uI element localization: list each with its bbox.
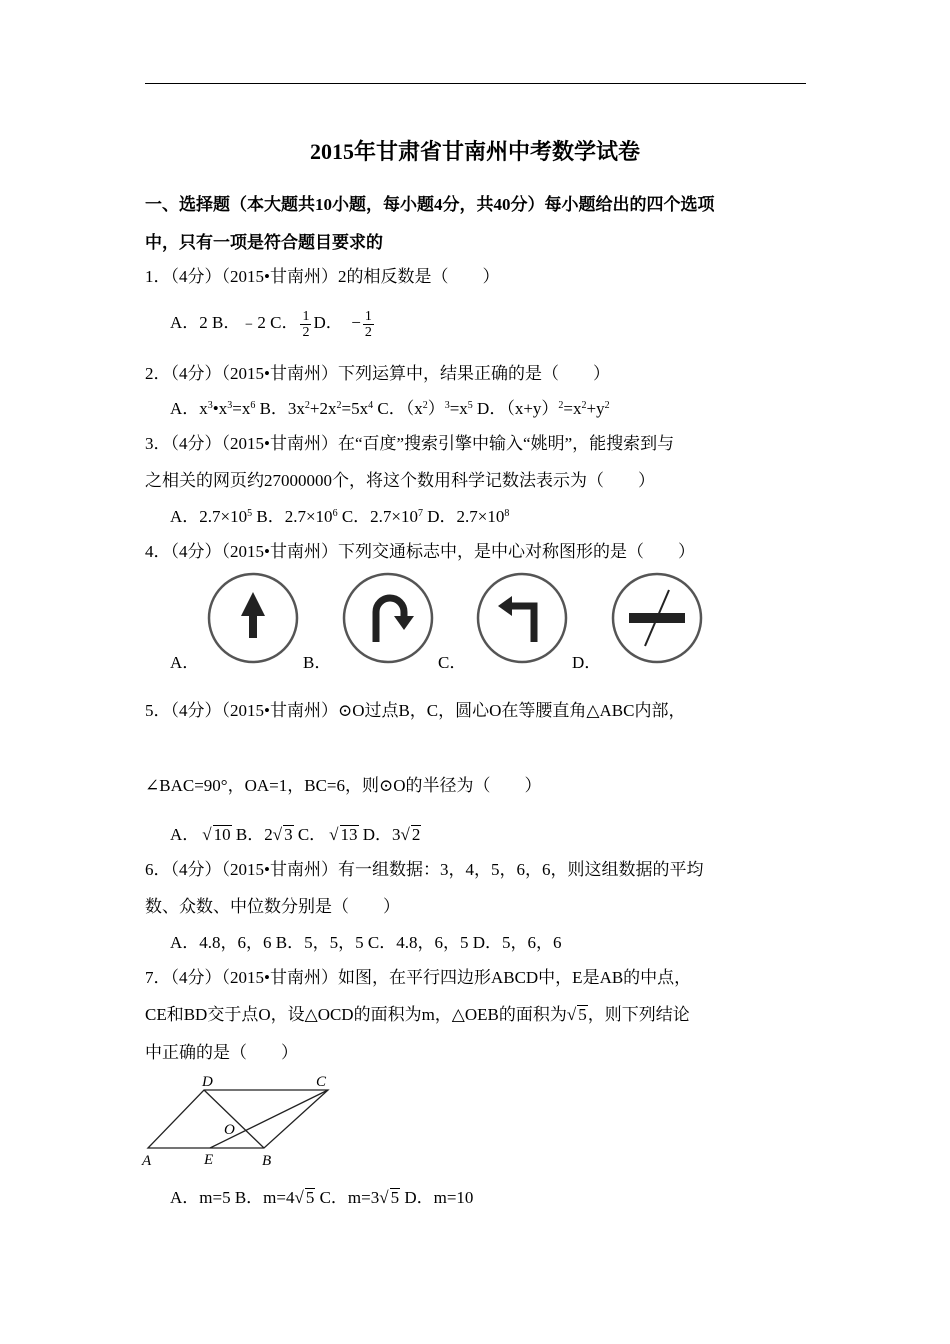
q1-minus-sign: − bbox=[351, 313, 361, 332]
q1-options bbox=[170, 308, 376, 340]
left-turn-sign-icon bbox=[476, 572, 568, 664]
q1-fraction-c: $\frac{1}{2}$ bbox=[302, 308, 310, 340]
q7-stem-line3: 中正确的是（ ） bbox=[145, 1043, 298, 1062]
top-rule bbox=[145, 83, 806, 84]
label-o: O bbox=[224, 1122, 235, 1138]
q7-options: A．m=5 B．m=4√ 5 C．m=3√ 5 D．m=10 bbox=[170, 1188, 474, 1207]
parallelogram-figure bbox=[140, 1070, 340, 1170]
label-a: A bbox=[142, 1153, 152, 1169]
q4-label-b: B． bbox=[303, 653, 332, 672]
q5-stem-line2: ∠BAC=90°，OA=1，BC=6，则⊙O的半径为（ ） bbox=[145, 776, 542, 795]
q1-fraction-d: $\frac{1}{2}$ bbox=[364, 308, 372, 340]
q3-stem-line1: 3．（4分）（2015•甘南州）在“百度”搜索引擎中输入“姚明”，能搜索到与 bbox=[145, 434, 675, 453]
q7-stem-line1: 7．（4分）（2015•甘南州）如图，在平行四边形ABCD中，E是AB的中点， bbox=[145, 968, 692, 987]
q5-options: A． √ 10 B．2√ 3 C． √ 13 D．3√ 2 bbox=[170, 825, 421, 844]
segment-ce bbox=[210, 1090, 328, 1148]
label-c: C bbox=[316, 1074, 327, 1090]
section-heading-line1: 一、选择题（本大题共10小题，每小题4分，共40分）每小题给出的四个选项 bbox=[145, 195, 715, 214]
q1-option-d: D． bbox=[313, 313, 343, 332]
q4-label-a: A． bbox=[170, 653, 200, 672]
page-title: 2015年甘肃省甘南州中考数学试卷 bbox=[309, 139, 640, 164]
straight-arrow-sign-icon bbox=[207, 572, 299, 664]
q4-label-c: C． bbox=[438, 653, 467, 672]
label-b: B bbox=[262, 1153, 272, 1169]
q2-options: A．$x^3•x^3=x^6$ B．$3x^2+2x^2=5x^4$ C．$(x^2)^3=x^5$ D．$(x+y)^2=x^2+y^2$ bbox=[170, 399, 610, 418]
q5-stem-line1: 5．（4分）（2015•甘南州）⊙O过点B，C，圆心O在等腰直角△ABC内部， bbox=[145, 701, 686, 720]
q1-options-ab: A．2 B．﹣2 C． bbox=[170, 313, 299, 332]
q6-stem-line1: 6．（4分）（2015•甘南州）有一组数据：3，4，5，6，6，则这组数据的平均 bbox=[145, 860, 704, 879]
label-e: E bbox=[204, 1152, 214, 1168]
q6-options: A．4.8，6，6 B．5，5，5 C．4.8，6，5 D．5，6，6 bbox=[170, 933, 562, 952]
q2-stem: 2．（4分）（2015•甘南州）下列运算中，结果正确的是（ ） bbox=[145, 364, 610, 383]
segment-bd bbox=[204, 1090, 264, 1148]
q1-stem: 1．（4分）（2015•甘南州）2的相反数是（ ） bbox=[145, 267, 500, 286]
q7-stem-line2: CE和BD交于点O，设△OCD的面积为m，△OEB的面积为√ 5，则下列结论 bbox=[145, 1005, 690, 1024]
parallelogram-abcd bbox=[148, 1090, 328, 1148]
section-heading-line2: 中，只有一项是符合题目要求的 bbox=[145, 233, 383, 252]
q6-stem-line2: 数、众数、中位数分别是（ ） bbox=[145, 897, 400, 916]
q4-stem: 4．（4分）（2015•甘南州）下列交通标志中，是中心对称图形的是（ ） bbox=[145, 542, 695, 561]
no-through-sign-icon bbox=[611, 572, 703, 664]
q3-options: A．$2.7\times 10^5$ B．$2.7\times 10^6$ C．$2.7\times 10^7$ D．$2.7\times 10^8$ bbox=[170, 507, 510, 526]
q3-stem-line2: 之相关的网页约27000000个，将这个数用科学记数法表示为（ ） bbox=[145, 471, 655, 490]
label-d: D bbox=[202, 1074, 213, 1090]
q4-label-d: D． bbox=[572, 653, 602, 672]
u-turn-sign-icon bbox=[342, 572, 434, 664]
